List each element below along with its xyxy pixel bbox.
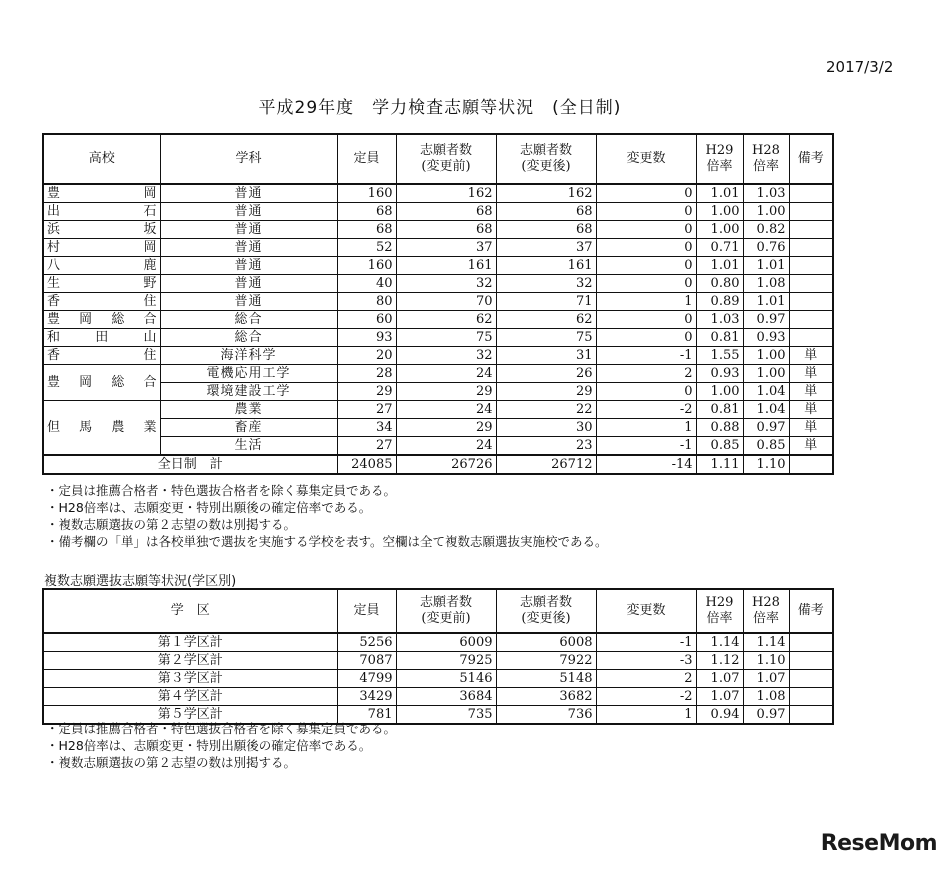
total-cap-cell: 24085 (337, 455, 396, 474)
h29-cell: 0.89 (696, 293, 743, 311)
column-header: 定員 (337, 134, 396, 184)
cap-cell: 28 (337, 365, 396, 383)
note-cell: 単 (789, 365, 833, 383)
cap-cell: 68 (337, 221, 396, 239)
school-name-cell: 香住 (43, 293, 160, 311)
document-title: 平成29年度 学力検査志願等状況 (全日制) (258, 98, 622, 118)
before-cell: 3684 (396, 688, 496, 706)
section-subtitle: 複数志願選抜志願等状況(学区別) (44, 574, 237, 589)
table-row (43, 239, 833, 257)
after-cell: 23 (496, 437, 596, 456)
change-cell: 1 (596, 419, 696, 437)
after-cell: 32 (496, 275, 596, 293)
change-cell: 2 (596, 670, 696, 688)
cap-cell: 27 (337, 401, 396, 419)
total-before-cell: 26726 (396, 455, 496, 474)
department-cell: 生活 (160, 437, 337, 456)
h29-cell: 0.81 (696, 401, 743, 419)
h28-cell: 0.97 (743, 311, 789, 329)
school-name-cell: 出石 (43, 203, 160, 221)
change-cell: 2 (596, 365, 696, 383)
before-cell: 29 (396, 419, 496, 437)
note-cell (789, 670, 833, 688)
document-date: 2017/3/2 (826, 58, 894, 76)
change-cell: 0 (596, 221, 696, 239)
column-header: 変更数 (596, 589, 696, 633)
column-header: 志願者数 (変更前) (396, 134, 496, 184)
after-cell: 7922 (496, 652, 596, 670)
h29-cell: 0.93 (696, 365, 743, 383)
total-label-cell: 全日制 計 (43, 455, 337, 474)
before-cell: 32 (396, 347, 496, 365)
department-cell: 普通 (160, 293, 337, 311)
column-header: H29 倍率 (696, 134, 743, 184)
department-cell: 普通 (160, 184, 337, 203)
department-cell: 普通 (160, 257, 337, 275)
change-cell: -1 (596, 633, 696, 652)
h28-cell: 0.82 (743, 221, 789, 239)
h28-cell: 1.04 (743, 401, 789, 419)
school-name-cell: 村岡 (43, 239, 160, 257)
table-row (43, 221, 833, 239)
after-cell: 161 (496, 257, 596, 275)
table-row (43, 688, 833, 706)
cap-cell: 160 (337, 184, 396, 203)
h29-cell: 1.55 (696, 347, 743, 365)
before-cell: 68 (396, 221, 496, 239)
before-cell: 24 (396, 401, 496, 419)
school-name-cell: 豊岡総合 (43, 311, 160, 329)
cap-cell: 29 (337, 383, 396, 401)
h28-cell: 1.10 (743, 652, 789, 670)
column-header: 定員 (337, 589, 396, 633)
cap-cell: 93 (337, 329, 396, 347)
after-cell: 30 (496, 419, 596, 437)
table-row (43, 347, 833, 365)
table-row (43, 670, 833, 688)
before-cell: 24 (396, 365, 496, 383)
change-cell: 0 (596, 203, 696, 221)
h29-cell: 1.01 (696, 257, 743, 275)
h29-cell: 1.07 (696, 688, 743, 706)
before-cell: 75 (396, 329, 496, 347)
cap-cell: 5256 (337, 633, 396, 652)
district-applications-table (42, 588, 834, 725)
h28-cell: 1.07 (743, 670, 789, 688)
note-cell (789, 311, 833, 329)
after-cell: 71 (496, 293, 596, 311)
table-row (43, 401, 833, 419)
table-row (43, 203, 833, 221)
school-name-cell: 但馬農業 (43, 401, 160, 456)
table-row (43, 184, 833, 203)
h29-cell: 1.00 (696, 221, 743, 239)
cap-cell: 160 (337, 257, 396, 275)
change-cell: -3 (596, 652, 696, 670)
total-h28-cell: 1.10 (743, 455, 789, 474)
school-applications-table (42, 133, 834, 475)
change-cell: 0 (596, 275, 696, 293)
column-header: 高校 (43, 134, 160, 184)
h29-cell: 1.14 (696, 633, 743, 652)
h29-cell: 0.85 (696, 437, 743, 456)
before-cell: 37 (396, 239, 496, 257)
table-row (43, 311, 833, 329)
cap-cell: 52 (337, 239, 396, 257)
total-after-cell: 26712 (496, 455, 596, 474)
h28-cell: 0.85 (743, 437, 789, 456)
before-cell: 29 (396, 383, 496, 401)
school-name-cell: 生野 (43, 275, 160, 293)
note-cell (789, 652, 833, 670)
h28-cell: 1.08 (743, 275, 789, 293)
change-cell: -2 (596, 401, 696, 419)
h28-cell: 1.03 (743, 184, 789, 203)
after-cell: 37 (496, 239, 596, 257)
change-cell: 0 (596, 311, 696, 329)
column-header: 学 区 (43, 589, 337, 633)
h29-cell: 1.03 (696, 311, 743, 329)
cap-cell: 80 (337, 293, 396, 311)
before-cell: 5146 (396, 670, 496, 688)
h29-cell: 0.88 (696, 419, 743, 437)
table-row (43, 293, 833, 311)
total-h29-cell: 1.11 (696, 455, 743, 474)
table-row (43, 329, 833, 347)
cap-cell: 3429 (337, 688, 396, 706)
district-cell: 第２学区計 (43, 652, 337, 670)
note-line: ・定員は推薦合格者・特色選抜合格者を除く募集定員である。 (46, 721, 397, 736)
resemom-logo: ReseMom (820, 831, 937, 856)
change-cell: 0 (596, 257, 696, 275)
school-name-cell: 香住 (43, 347, 160, 365)
notes-table1 (46, 482, 608, 550)
school-name-cell: 浜坂 (43, 221, 160, 239)
school-name-cell: 豊岡総合 (43, 365, 160, 401)
note-cell (789, 257, 833, 275)
note-cell (789, 275, 833, 293)
note-line: ・H28倍率は、志願変更・特別出願後の確定倍率である。 (46, 500, 372, 515)
after-cell: 6008 (496, 633, 596, 652)
note-cell (789, 633, 833, 652)
after-cell: 68 (496, 221, 596, 239)
table-row (43, 275, 833, 293)
department-cell: 電機応用工学 (160, 365, 337, 383)
note-cell (789, 221, 833, 239)
cap-cell: 781 (337, 706, 396, 725)
department-cell: 環境建設工学 (160, 383, 337, 401)
before-cell: 68 (396, 203, 496, 221)
before-cell: 161 (396, 257, 496, 275)
notes-table2 (46, 720, 396, 771)
note-line: ・H28倍率は、志願変更・特別出願後の確定倍率である。 (46, 738, 372, 753)
district-cell: 第１学区計 (43, 633, 337, 652)
after-cell: 736 (496, 706, 596, 725)
change-cell: 0 (596, 329, 696, 347)
note-cell: 単 (789, 437, 833, 456)
after-cell: 75 (496, 329, 596, 347)
column-header: H29 倍率 (696, 589, 743, 633)
note-cell: 単 (789, 347, 833, 365)
district-cell: 第３学区計 (43, 670, 337, 688)
cap-cell: 60 (337, 311, 396, 329)
cap-cell: 20 (337, 347, 396, 365)
before-cell: 735 (396, 706, 496, 725)
before-cell: 6009 (396, 633, 496, 652)
district-cell: 第４学区計 (43, 688, 337, 706)
h29-cell: 1.00 (696, 203, 743, 221)
h28-cell: 1.08 (743, 688, 789, 706)
change-cell: 0 (596, 184, 696, 203)
before-cell: 7925 (396, 652, 496, 670)
h28-cell: 1.04 (743, 383, 789, 401)
h29-cell: 0.81 (696, 329, 743, 347)
change-cell: 1 (596, 293, 696, 311)
after-cell: 22 (496, 401, 596, 419)
column-header: H28 倍率 (743, 589, 789, 633)
before-cell: 70 (396, 293, 496, 311)
h29-cell: 0.94 (696, 706, 743, 725)
cap-cell: 27 (337, 437, 396, 456)
change-cell: 0 (596, 239, 696, 257)
h28-cell: 1.00 (743, 203, 789, 221)
before-cell: 32 (396, 275, 496, 293)
h28-cell: 0.97 (743, 419, 789, 437)
column-header: H28 倍率 (743, 134, 789, 184)
department-cell: 総合 (160, 329, 337, 347)
department-cell: 農業 (160, 401, 337, 419)
department-cell: 総合 (160, 311, 337, 329)
h29-cell: 1.07 (696, 670, 743, 688)
change-cell: 1 (596, 706, 696, 725)
note-cell: 単 (789, 383, 833, 401)
total-note-cell (789, 455, 833, 474)
after-cell: 68 (496, 203, 596, 221)
h28-cell: 1.14 (743, 633, 789, 652)
after-cell: 3682 (496, 688, 596, 706)
department-cell: 普通 (160, 275, 337, 293)
h28-cell: 1.00 (743, 347, 789, 365)
column-header: 備考 (789, 134, 833, 184)
after-cell: 5148 (496, 670, 596, 688)
note-cell: 単 (789, 419, 833, 437)
after-cell: 26 (496, 365, 596, 383)
before-cell: 162 (396, 184, 496, 203)
note-line: ・定員は推薦合格者・特色選抜合格者を除く募集定員である。 (46, 483, 397, 498)
cap-cell: 40 (337, 275, 396, 293)
note-cell (789, 293, 833, 311)
cap-cell: 4799 (337, 670, 396, 688)
department-cell: 普通 (160, 221, 337, 239)
school-name-cell: 豊岡 (43, 184, 160, 203)
note-cell (789, 184, 833, 203)
note-cell (789, 688, 833, 706)
note-cell: 単 (789, 401, 833, 419)
table-row (43, 633, 833, 652)
column-header: 学科 (160, 134, 337, 184)
h29-cell: 0.80 (696, 275, 743, 293)
before-cell: 24 (396, 437, 496, 456)
cap-cell: 7087 (337, 652, 396, 670)
school-name-cell: 八鹿 (43, 257, 160, 275)
total-change-cell: -14 (596, 455, 696, 474)
department-cell: 海洋科学 (160, 347, 337, 365)
column-header: 志願者数 (変更後) (496, 134, 596, 184)
h28-cell: 1.00 (743, 365, 789, 383)
department-cell: 普通 (160, 239, 337, 257)
h29-cell: 1.01 (696, 184, 743, 203)
school-name-cell: 和田山 (43, 329, 160, 347)
h28-cell: 0.97 (743, 706, 789, 725)
note-line: ・複数志願選抜の第２志望の数は別掲する。 (46, 517, 297, 532)
cap-cell: 68 (337, 203, 396, 221)
h28-cell: 1.01 (743, 257, 789, 275)
after-cell: 31 (496, 347, 596, 365)
cap-cell: 34 (337, 419, 396, 437)
change-cell: 0 (596, 383, 696, 401)
before-cell: 62 (396, 311, 496, 329)
column-header: 変更数 (596, 134, 696, 184)
column-header: 志願者数 (変更前) (396, 589, 496, 633)
table-row (43, 652, 833, 670)
column-header: 志願者数 (変更後) (496, 589, 596, 633)
table-row (43, 419, 833, 437)
table-row (43, 437, 833, 456)
note-cell (789, 203, 833, 221)
note-line: ・備考欄の「単」は各校単独で選抜を実施する学校を表す。空欄は全て複数志願選抜実施校である。 (46, 534, 608, 549)
h29-cell: 1.12 (696, 652, 743, 670)
after-cell: 29 (496, 383, 596, 401)
table-row (43, 383, 833, 401)
note-cell (789, 239, 833, 257)
total-row (43, 455, 833, 474)
h29-cell: 1.00 (696, 383, 743, 401)
district-cell: 第５学区計 (43, 706, 337, 725)
after-cell: 62 (496, 311, 596, 329)
after-cell: 162 (496, 184, 596, 203)
note-cell (789, 706, 833, 725)
table-row (43, 365, 833, 383)
h28-cell: 1.01 (743, 293, 789, 311)
h28-cell: 0.76 (743, 239, 789, 257)
change-cell: -1 (596, 347, 696, 365)
department-cell: 普通 (160, 203, 337, 221)
change-cell: -1 (596, 437, 696, 456)
table-row (43, 257, 833, 275)
change-cell: -2 (596, 688, 696, 706)
column-header: 備考 (789, 589, 833, 633)
note-line: ・複数志願選抜の第２志望の数は別掲する。 (46, 755, 297, 770)
h28-cell: 0.93 (743, 329, 789, 347)
note-cell (789, 329, 833, 347)
department-cell: 畜産 (160, 419, 337, 437)
h29-cell: 0.71 (696, 239, 743, 257)
